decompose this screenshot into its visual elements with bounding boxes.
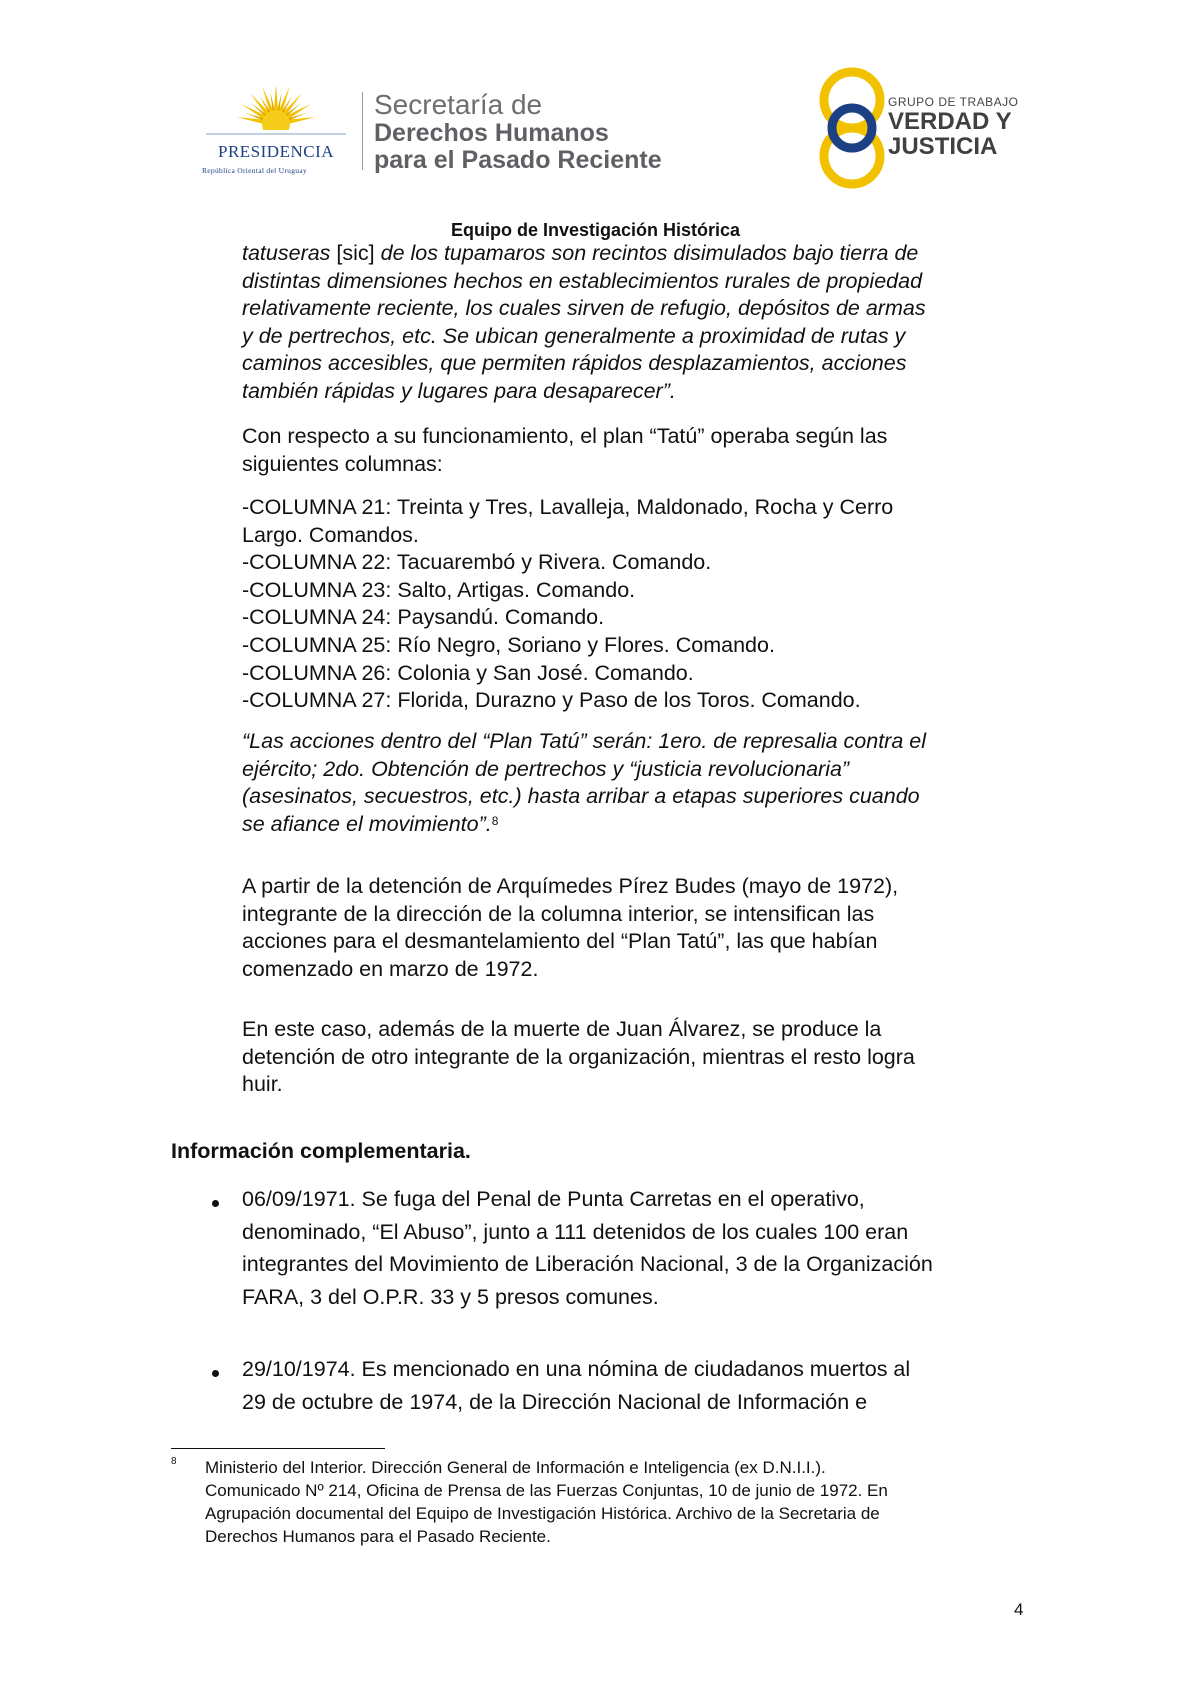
bullet-icon xyxy=(212,1370,219,1377)
secretaria-line-2: Derechos Humanos xyxy=(374,119,609,147)
quote2-line: ejército; 2do. Obtención de pertrechos y “justicia revolucionaria” xyxy=(242,756,850,781)
bullet-line: FARA, 3 del O.P.R. 33 y 5 presos comunes. xyxy=(242,1284,659,1309)
quote2-line: (asesinatos, secuestros, etc.) hasta arribar a etapas superiores cuando xyxy=(242,784,920,809)
section-heading: Información complementaria. xyxy=(171,1139,471,1163)
quote1-line: caminos accesibles, que permiten rápidos desplazamientos, acciones xyxy=(242,351,907,376)
secretaria-line-1: Secretaría de xyxy=(374,89,543,120)
columna-line: Largo. Comandos. xyxy=(242,522,419,547)
para-line: acciones para el desmantelamiento del “Plan Tatú”, las que habían xyxy=(242,929,878,954)
footnote-line: Comunicado Nº 214, Oficina de Prensa de las Fuerzas Conjuntas, 10 de junio de 1972. En xyxy=(205,1481,888,1500)
grupo-line-1: GRUPO DE TRABAJO xyxy=(888,95,1019,109)
footnote-ref[interactable]: 8 xyxy=(491,813,499,828)
sun-emblem-icon xyxy=(196,82,356,146)
quote1-line: distintas dimensiones hechos en establecimientos rurales de propiedad xyxy=(242,268,923,293)
quote2-line xyxy=(242,811,1024,839)
footnote-line: Ministerio del Interior. Dirección General de Información e Inteligencia (ex D.N.I.I.). xyxy=(205,1458,826,1477)
columna-line: -COLUMNA 25: Río Negro, Soriano y Flores. Comando. xyxy=(242,632,775,657)
para-line: En este caso, además de la muerte de Juan Álvarez, se produce la xyxy=(242,1017,882,1041)
grupo-line-3: JUSTICIA xyxy=(888,133,998,160)
grupo-line-2: VERDAD Y xyxy=(888,108,1012,135)
para-caso xyxy=(242,1016,1024,1099)
quote1-sic: [sic] xyxy=(330,241,381,265)
quote2-line: “Las acciones dentro del “Plan Tatú” serán: 1ero. de represalia contra el xyxy=(242,729,927,753)
para-line: huir. xyxy=(242,1072,283,1097)
quote1-line xyxy=(242,240,1024,268)
quote2-last-text: se afiance el movimiento”. xyxy=(242,811,492,836)
footnote-text xyxy=(205,1456,1024,1548)
para-line: siguientes columnas: xyxy=(242,451,443,476)
bullet-line: denominado, “El Abuso”, junto a 111 detenidos de los cuales 100 eran xyxy=(242,1219,909,1244)
quote1-line-rest: de los tupamaros son recintos disimulados bajo tierra de xyxy=(380,241,919,265)
presidencia-logo xyxy=(196,82,356,182)
secretaria-line-3: para el Pasado Reciente xyxy=(374,146,662,174)
para-line: integrante de la dirección de la columna interior, se intensifican las xyxy=(242,901,875,926)
footnote-line: Agrupación documental del Equipo de Investigación Histórica. Archivo de la Secretaria de xyxy=(205,1504,880,1523)
team-title: Equipo de Investigación Histórica xyxy=(450,220,741,240)
bullet-line: 29/10/1974. Es mencionado en una nómina de ciudadanos muertos al xyxy=(242,1357,911,1381)
para-line: A partir de la detención de Arquímedes Pírez Budes (mayo de 1972), xyxy=(242,874,899,898)
presidencia-name: PRESIDENCIA xyxy=(218,142,335,161)
quote1-line: y de pertrechos, etc. Se ubican generalmente a proximidad de rutas y xyxy=(242,323,906,348)
quote1-line: relativamente reciente, los cuales sirven de refugio, depósitos de armas xyxy=(242,296,926,321)
columna-line: -COLUMNA 27: Florida, Durazno y Paso de los Toros. Comando. xyxy=(242,688,861,713)
bullet-line: 06/09/1971. Se fuga del Penal de Punta Carretas en el operativo, xyxy=(242,1187,865,1211)
columna-line: -COLUMNA 26: Colonia y San José. Comando. xyxy=(242,660,694,685)
footnote-line: Derechos Humanos para el Pasado Reciente. xyxy=(205,1527,551,1546)
para-line: Con respecto a su funcionamiento, el plan “Tatú” operaba según las xyxy=(242,424,888,448)
columna-line: -COLUMNA 22: Tacuarembó y Rivera. Comando. xyxy=(242,550,712,575)
header-divider xyxy=(362,92,363,170)
quote-plan-tatu xyxy=(242,728,1024,838)
columna-line: -COLUMNA 23: Salto, Artigas. Comando. xyxy=(242,577,636,602)
columna-line: -COLUMNA 21: Treinta y Tres, Lavalleja, Maldonado, Rocha y Cerro xyxy=(242,495,894,519)
columnas-list xyxy=(242,494,1024,715)
footnote-number: 8 xyxy=(171,1456,177,1467)
quote1-line: también rápidas y lugares para desaparecer”. xyxy=(242,378,676,403)
bullet-item xyxy=(242,1353,1024,1418)
page-number: 4 xyxy=(1014,1600,1024,1619)
quote1-term: tatuseras xyxy=(242,241,331,265)
para-line: comenzado en marzo de 1972. xyxy=(242,956,539,981)
columna-line: -COLUMNA 24: Paysandú. Comando. xyxy=(242,605,605,630)
bullet-line: integrantes del Movimiento de Liberación Nacional, 3 de la Organización xyxy=(242,1252,933,1276)
bullet-item xyxy=(242,1183,1024,1313)
bullet-line: 29 de octubre de 1974, de la Dirección Nacional de Información e xyxy=(242,1389,868,1414)
bullet-icon xyxy=(212,1200,219,1207)
para-funcionamiento xyxy=(242,423,1024,478)
secretaria-logo-text xyxy=(374,90,662,174)
para-detencion xyxy=(242,873,1024,983)
quote-tatuseras xyxy=(242,240,1024,406)
grupo-trabajo-text xyxy=(888,95,1018,159)
presidencia-subtitle: República Oriental del Uruguay xyxy=(202,166,308,175)
footnote-separator xyxy=(171,1448,385,1449)
para-line: detención de otro integrante de la organización, mientras el resto logra xyxy=(242,1044,915,1069)
